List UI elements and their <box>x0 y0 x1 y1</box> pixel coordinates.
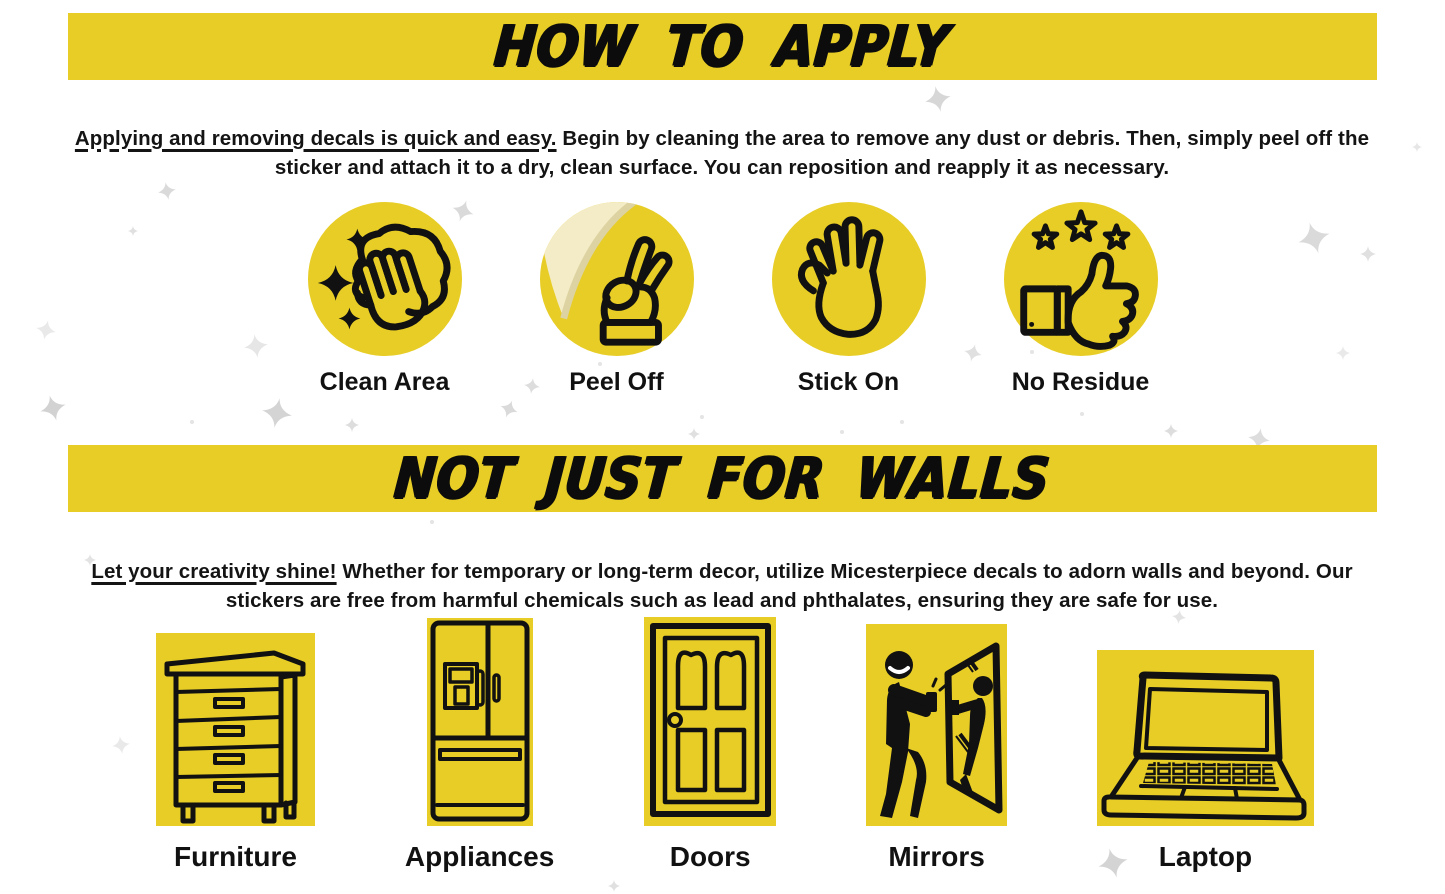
walls-intro-lead: Let your creativity shine! <box>91 559 337 583</box>
step-label-peel-off: Peel Off <box>569 368 664 396</box>
laptop-icon <box>1097 650 1314 826</box>
no-residue-icon <box>1002 200 1160 358</box>
surface-label-laptop: Laptop <box>1158 841 1253 872</box>
appliances-icon <box>427 618 533 826</box>
apply-steps-row <box>306 200 1160 395</box>
surface-furniture <box>156 633 315 871</box>
step-label-no-residue: No Residue <box>1011 368 1150 396</box>
apply-intro-text <box>62 124 1382 183</box>
peel-off-icon <box>538 200 696 358</box>
mirrors-icon <box>866 624 1007 826</box>
step-peel-off <box>538 200 696 395</box>
walls-banner <box>68 445 1377 512</box>
doors-icon <box>644 617 776 826</box>
apply-intro-rest: Begin by cleaning the area to remove any dust or debris. Then, simply peel off the sticker and attach it to a dry, clean surface. You can reposition and reapply it as necessary. <box>274 126 1370 180</box>
step-stick-on <box>770 200 928 395</box>
step-clean-area <box>306 200 464 395</box>
surfaces-row <box>156 617 1314 871</box>
apply-banner <box>68 13 1377 80</box>
walls-intro-rest: Whether for temporary or long-term decor, utilize Micesterpiece decals to adorn walls and beyond. Our stickers are free from harmful chemicals such as lead and phthalates, ensuring they are safe for use. <box>225 559 1353 613</box>
surface-label-appliances: Appliances <box>404 841 555 872</box>
surface-doors <box>644 617 776 871</box>
clean-area-icon <box>306 200 464 358</box>
step-no-residue <box>1002 200 1160 395</box>
stick-on-icon <box>770 200 928 358</box>
surface-laptop <box>1097 650 1314 871</box>
apply-banner-title: HOW TO APPLY <box>492 13 953 80</box>
apply-intro-lead: Applying and removing decals is quick and easy. <box>74 126 557 150</box>
walls-intro-text <box>62 557 1382 616</box>
walls-banner-title: NOT JUST FOR WALLS <box>392 445 1053 512</box>
surface-mirrors <box>866 624 1007 871</box>
surface-label-furniture: Furniture <box>174 841 297 872</box>
step-label-stick-on: Stick On <box>797 368 900 396</box>
furniture-icon <box>156 633 315 826</box>
surface-label-doors: Doors <box>669 841 751 872</box>
surface-label-mirrors: Mirrors <box>888 841 985 872</box>
step-label-clean-area: Clean Area <box>319 368 450 396</box>
surface-appliances <box>405 618 554 871</box>
